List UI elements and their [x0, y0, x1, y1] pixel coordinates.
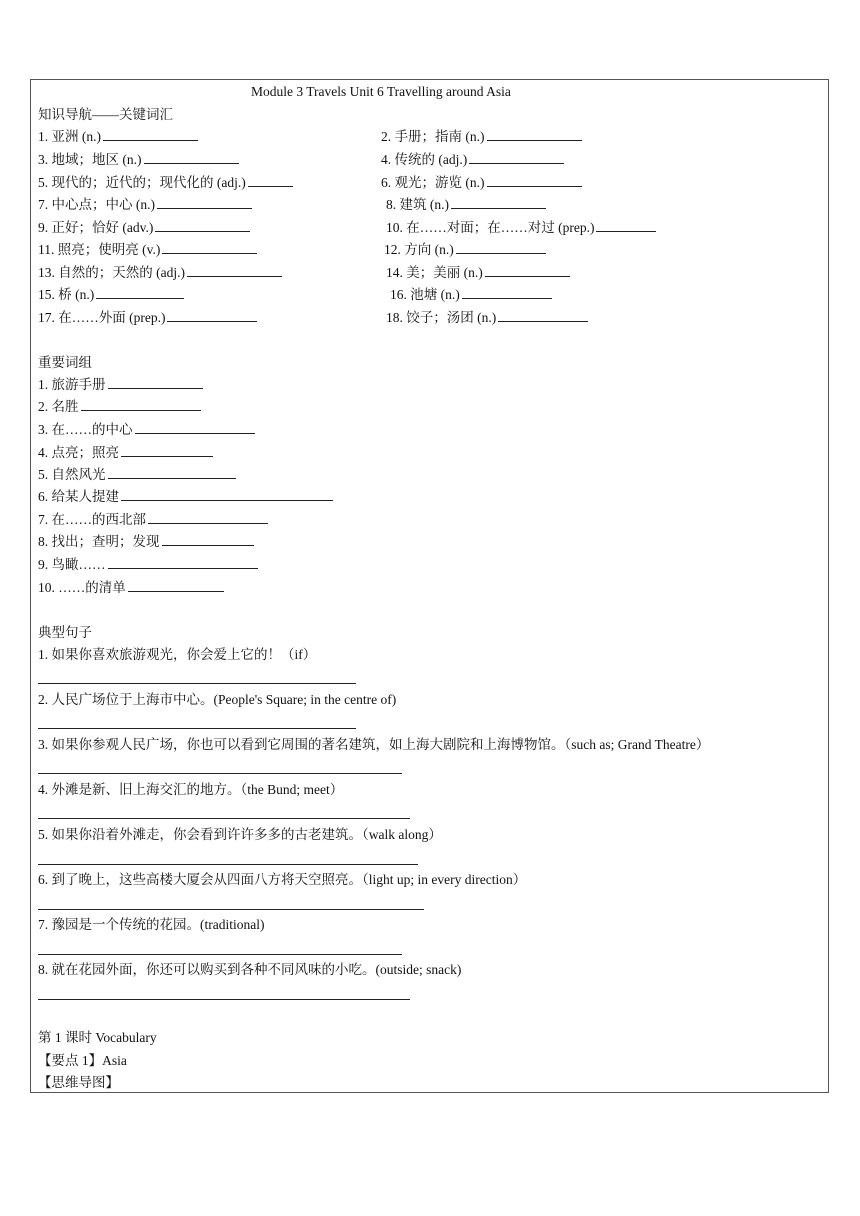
answer-blank[interactable]: [108, 376, 203, 389]
answer-blank[interactable]: [187, 264, 282, 277]
answer-blank[interactable]: [487, 128, 582, 141]
answer-blank[interactable]: [128, 579, 224, 592]
vocab-item: [386, 309, 588, 327]
vocab-item: [38, 286, 184, 304]
answer-blank[interactable]: [162, 241, 257, 254]
phrase-item: [38, 579, 224, 597]
vocab-item-text: 5. 现代的；近代的；现代化的 (adj.): [38, 175, 246, 190]
answer-blank[interactable]: [462, 286, 552, 299]
phrase-item: [38, 466, 236, 484]
phrase-item: [38, 444, 213, 462]
answer-blank[interactable]: [469, 151, 564, 164]
answer-blank[interactable]: [96, 286, 184, 299]
phrases-heading: 重要词组: [38, 355, 92, 370]
vocab-item: [386, 219, 656, 237]
vocab-item-text: 7. 中心点；中心 (n.): [38, 197, 155, 212]
sentence-prompt-text: 5. 如果你沿着外滩走，你会看到许许多多的古老建筑。（walk along）: [38, 827, 442, 842]
vocab-item: [38, 174, 293, 192]
sentence-prompt: [38, 826, 442, 844]
vocab-item: [38, 219, 250, 237]
sentence-prompt: [38, 691, 396, 709]
vocab-item: [38, 128, 198, 146]
phrase-item-text: 3. 在……的中心: [38, 422, 133, 437]
vocab-item-text: 6. 观光；游览 (n.): [381, 175, 485, 190]
phrase-item-text: 4. 点亮；照亮: [38, 445, 119, 460]
vocab-item: [381, 174, 582, 192]
vocab-item-text: 3. 地域；地区 (n.): [38, 152, 142, 167]
answer-blank[interactable]: [596, 219, 656, 232]
answer-blank[interactable]: [135, 421, 255, 434]
vocab-item-text: 14. 美；美丽 (n.): [386, 265, 483, 280]
phrase-item: [38, 376, 203, 394]
phrase-item-text: 1. 旅游手册: [38, 377, 106, 392]
vocab-item-text: 16. 池塘 (n.): [390, 287, 460, 302]
vocab-item: [38, 151, 239, 169]
answer-line[interactable]: [38, 683, 356, 684]
vocab-item-text: 10. 在……对面；在……对过 (prep.): [386, 220, 595, 235]
sentence-prompt-text: 3. 如果你参观人民广场，你也可以看到它周围的著名建筑，如上海大剧院和上海博物馆。（such as; Grand Theatre）: [38, 737, 710, 752]
sentence-prompt-text: 8. 就在花园外面，你还可以购买到各种不同风味的小吃。(outside; snack): [38, 962, 462, 977]
phrase-item: [38, 421, 255, 439]
sentence-prompt-text: 1. 如果你喜欢旅游观光，你会爱上它的！（if）: [38, 647, 317, 662]
vocab-item: [386, 196, 546, 214]
answer-blank[interactable]: [121, 444, 213, 457]
mind-map-label: 【思维导图】: [38, 1075, 119, 1090]
answer-line[interactable]: [38, 728, 356, 729]
answer-line[interactable]: [38, 818, 410, 819]
answer-blank[interactable]: [157, 196, 252, 209]
sentence-prompt-text: 6. 到了晚上，这些高楼大厦会从四面八方将天空照亮。（light up; in every direction）: [38, 872, 527, 887]
answer-blank[interactable]: [121, 488, 333, 501]
vocab-item-text: 15. 桥 (n.): [38, 287, 95, 302]
phrase-item: [38, 398, 201, 416]
vocab-item-text: 9. 正好；恰好 (adv.): [38, 220, 154, 235]
phrase-item: [38, 533, 254, 551]
page-title: Module 3 Travels Unit 6 Travelling around Asia: [251, 84, 511, 99]
answer-blank[interactable]: [485, 264, 570, 277]
vocab-item-text: 1. 亚洲 (n.): [38, 129, 101, 144]
sentence-prompt-text: 4. 外滩是新、旧上海交汇的地方。（the Bund; meet）: [38, 782, 344, 797]
answer-line[interactable]: [38, 864, 418, 865]
answer-blank[interactable]: [162, 533, 254, 546]
key-point: 【要点 1】Asia: [38, 1053, 127, 1068]
vocab-item: [38, 241, 257, 259]
sentence-prompt: [38, 916, 264, 934]
phrase-item-text: 8. 找出；查明；发现: [38, 534, 160, 549]
sentence-prompt-text: 7. 豫园是一个传统的花园。(traditional): [38, 917, 265, 932]
answer-blank[interactable]: [155, 219, 250, 232]
vocab-item-text: 18. 饺子；汤团 (n.): [386, 310, 497, 325]
sentence-prompt: [38, 736, 709, 754]
vocab-item: [390, 286, 552, 304]
sentences-heading: 典型句子: [38, 625, 92, 640]
answer-blank[interactable]: [456, 241, 546, 254]
vocab-item-text: 8. 建筑 (n.): [386, 197, 449, 212]
answer-blank[interactable]: [148, 511, 268, 524]
sentence-prompt: [38, 646, 316, 664]
vocab-item: [386, 264, 570, 282]
answer-blank[interactable]: [248, 174, 293, 187]
phrase-item-text: 7. 在……的西北部: [38, 512, 146, 527]
vocab-item: [38, 196, 252, 214]
answer-blank[interactable]: [487, 174, 582, 187]
vocab-item-text: 13. 自然的；天然的 (adj.): [38, 265, 185, 280]
phrase-item: [38, 488, 333, 506]
vocab-item: [38, 264, 282, 282]
vocab-item: [381, 128, 582, 146]
vocab-heading: 知识导航——关键词汇: [38, 107, 173, 122]
phrase-item: [38, 556, 258, 574]
answer-line[interactable]: [38, 773, 402, 774]
answer-line[interactable]: [38, 999, 410, 1000]
vocab-item-text: 12. 方向 (n.): [384, 242, 454, 257]
lesson-title: 第 1 课时 Vocabulary: [38, 1030, 157, 1045]
sentence-prompt-text: 2. 人民广场位于上海市中心。(People's Square; in the centre of): [38, 692, 397, 707]
vocab-item: [38, 309, 257, 327]
answer-line[interactable]: [38, 954, 402, 955]
phrase-item-text: 10. ……的清单: [38, 580, 126, 595]
vocab-item: [381, 151, 564, 169]
vocab-item-text: 17. 在……外面 (prep.): [38, 310, 166, 325]
answer-blank[interactable]: [108, 556, 258, 569]
vocab-item: [384, 241, 546, 259]
phrase-item: [38, 511, 268, 529]
answer-blank[interactable]: [144, 151, 239, 164]
sentence-prompt: [38, 871, 526, 889]
phrase-item-text: 5. 自然风光: [38, 467, 106, 482]
sentence-prompt: [38, 961, 461, 979]
answer-line[interactable]: [38, 909, 424, 910]
phrase-item-text: 2. 名胜: [38, 399, 79, 414]
phrase-item-text: 9. 鸟瞰……: [38, 557, 106, 572]
phrase-item-text: 6. 给某人提建: [38, 489, 119, 504]
answer-blank[interactable]: [103, 128, 198, 141]
answer-blank[interactable]: [167, 309, 257, 322]
vocab-item-text: 11. 照亮；使明亮 (v.): [38, 242, 161, 257]
answer-blank[interactable]: [81, 398, 201, 411]
answer-blank[interactable]: [451, 196, 546, 209]
answer-blank[interactable]: [108, 466, 236, 479]
vocab-item-text: 4. 传统的 (adj.): [381, 152, 468, 167]
answer-blank[interactable]: [498, 309, 588, 322]
sentence-prompt: [38, 781, 343, 799]
vocab-item-text: 2. 手册；指南 (n.): [381, 129, 485, 144]
